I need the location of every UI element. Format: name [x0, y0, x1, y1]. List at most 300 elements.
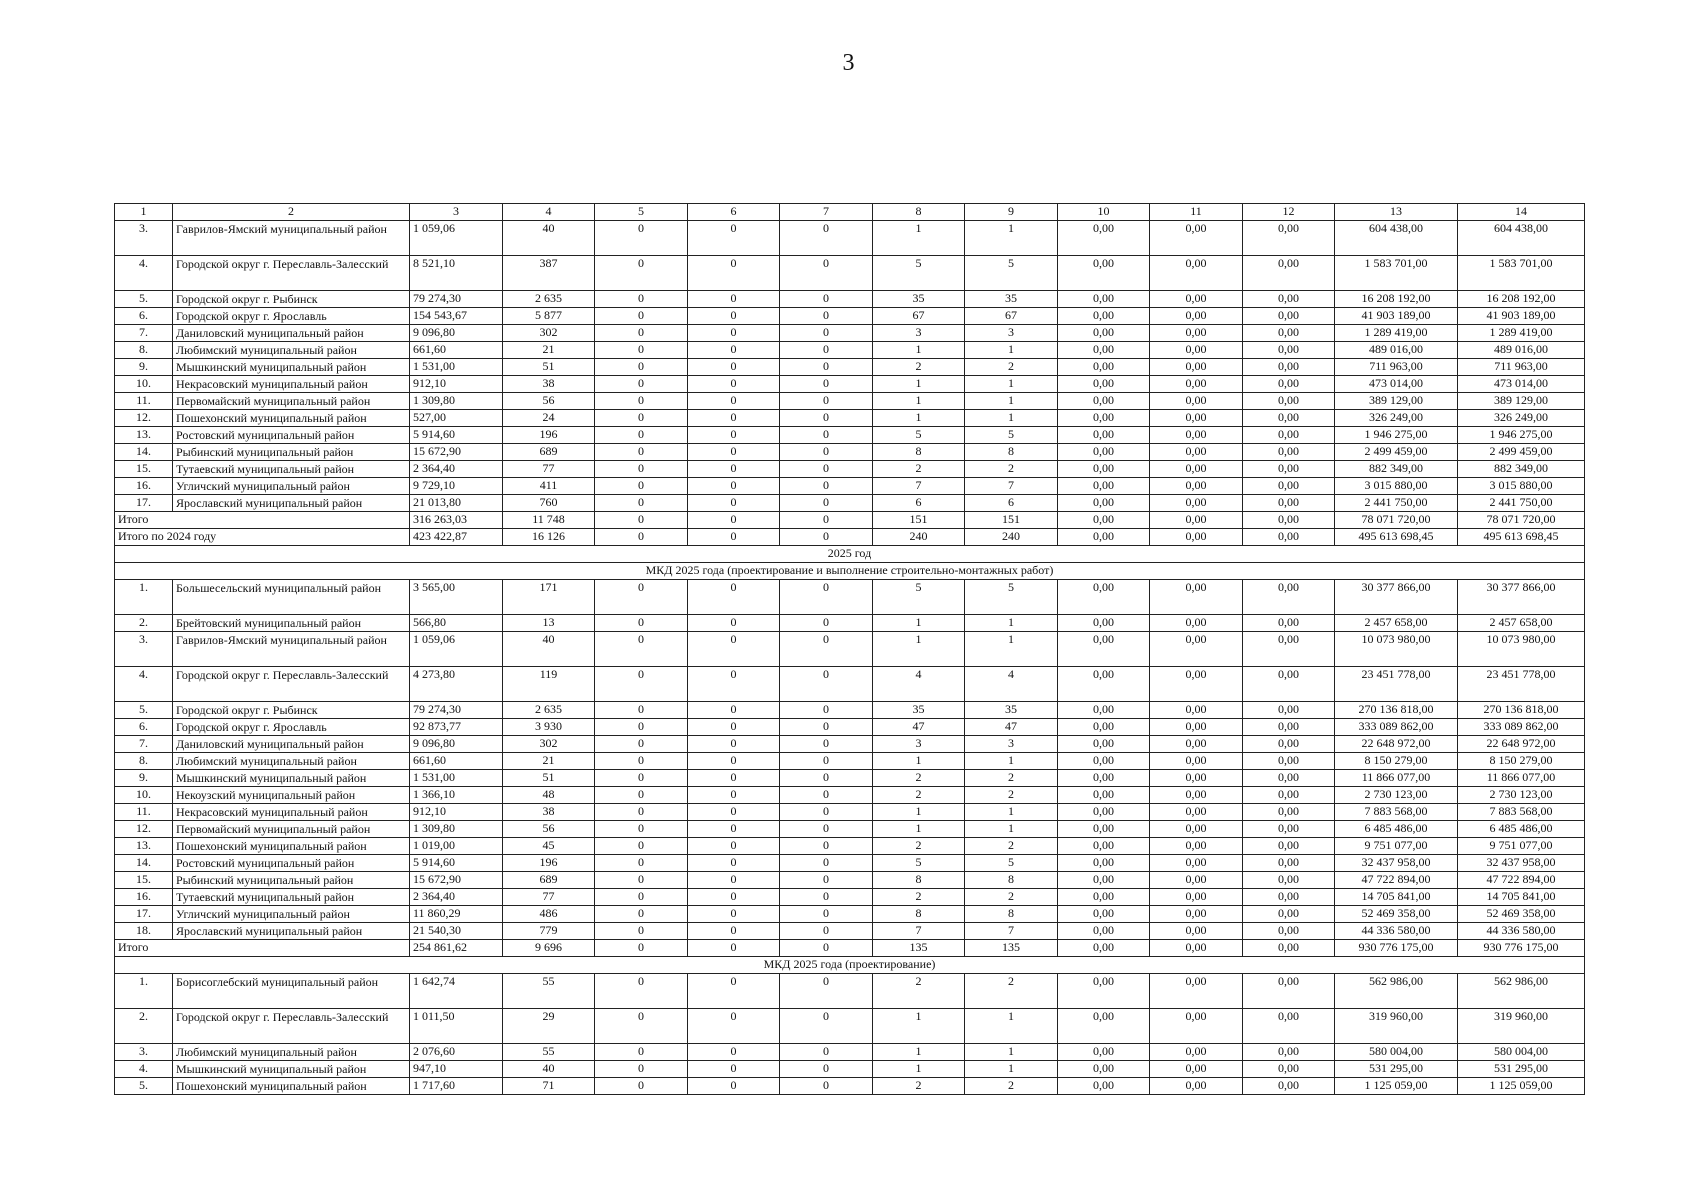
cell-c8: 4 [873, 667, 965, 702]
cell-c6: 0 [688, 376, 780, 393]
cell-c13: 2 441 750,00 [1335, 495, 1458, 512]
cell-c12: 0,00 [1243, 221, 1335, 256]
cell-c13: 2 730 123,00 [1335, 787, 1458, 804]
cell-c13: 11 866 077,00 [1335, 770, 1458, 787]
cell-c4: 5 877 [503, 308, 595, 325]
cell-c9: 1 [965, 410, 1058, 427]
cell-c6: 0 [688, 495, 780, 512]
cell-c4: 411 [503, 478, 595, 495]
cell-c12: 0,00 [1243, 291, 1335, 308]
cell-c9: 35 [965, 291, 1058, 308]
cell-c3: 15 672,90 [410, 444, 503, 461]
cell-c13: 14 705 841,00 [1335, 889, 1458, 906]
cell-c10: 0,00 [1058, 1061, 1150, 1078]
municipality-name: Гаврилов-Ямский муниципальный район [173, 221, 410, 256]
table-row [115, 308, 1585, 325]
cell-c5: 0 [595, 325, 688, 342]
cell-c13: 2 457 658,00 [1335, 615, 1458, 632]
cell-c3: 1 309,80 [410, 821, 503, 838]
cell-c12: 0,00 [1243, 702, 1335, 719]
cell-c4: 119 [503, 667, 595, 702]
cell-c11: 0,00 [1150, 838, 1243, 855]
cell-c3: 2 364,40 [410, 889, 503, 906]
cell-c14: 580 004,00 [1458, 1044, 1585, 1061]
cell-c6: 0 [688, 923, 780, 940]
column-number: 1 [115, 204, 173, 221]
cell-c10: 0,00 [1058, 736, 1150, 753]
column-number: 7 [780, 204, 873, 221]
cell-c11: 0,00 [1150, 615, 1243, 632]
cell-c8: 1 [873, 753, 965, 770]
table-row [115, 906, 1585, 923]
municipality-name: Гаврилов-Ямский муниципальный район [173, 632, 410, 667]
table-row [115, 376, 1585, 393]
cell-c14: 9 751 077,00 [1458, 838, 1585, 855]
cell-c13: 41 903 189,00 [1335, 308, 1458, 325]
total-c5: 0 [595, 940, 688, 957]
cell-c4: 48 [503, 787, 595, 804]
cell-c9: 5 [965, 580, 1058, 615]
table-row [115, 821, 1585, 838]
cell-c4: 3 930 [503, 719, 595, 736]
cell-c4: 2 635 [503, 291, 595, 308]
total-c8: 151 [873, 512, 965, 529]
table-row [115, 461, 1585, 478]
cell-c14: 22 648 972,00 [1458, 736, 1585, 753]
cell-c12: 0,00 [1243, 906, 1335, 923]
cell-c14: 14 705 841,00 [1458, 889, 1585, 906]
cell-c7: 0 [780, 667, 873, 702]
total-c6: 0 [688, 529, 780, 546]
cell-c12: 0,00 [1243, 736, 1335, 753]
cell-c3: 2 076,60 [410, 1044, 503, 1061]
cell-c7: 0 [780, 221, 873, 256]
cell-c9: 35 [965, 702, 1058, 719]
cell-c6: 0 [688, 325, 780, 342]
total-c14: 930 776 175,00 [1458, 940, 1585, 957]
cell-c4: 171 [503, 580, 595, 615]
cell-c14: 562 986,00 [1458, 974, 1585, 1009]
cell-c13: 489 016,00 [1335, 342, 1458, 359]
cell-c5: 0 [595, 974, 688, 1009]
cell-c8: 5 [873, 427, 965, 444]
cell-c6: 0 [688, 855, 780, 872]
cell-c6: 0 [688, 632, 780, 667]
total-c4: 11 748 [503, 512, 595, 529]
total-label: Итого [115, 512, 410, 529]
cell-c12: 0,00 [1243, 753, 1335, 770]
cell-c11: 0,00 [1150, 256, 1243, 291]
cell-c11: 0,00 [1150, 221, 1243, 256]
cell-c6: 0 [688, 974, 780, 1009]
cell-c6: 0 [688, 478, 780, 495]
cell-c14: 326 249,00 [1458, 410, 1585, 427]
cell-c5: 0 [595, 838, 688, 855]
cell-c13: 270 136 818,00 [1335, 702, 1458, 719]
municipality-name: Мышкинский муниципальный район [173, 770, 410, 787]
municipality-name: Тутаевский муниципальный район [173, 461, 410, 478]
cell-c5: 0 [595, 376, 688, 393]
table-row [115, 753, 1585, 770]
table-row [115, 359, 1585, 376]
cell-c13: 562 986,00 [1335, 974, 1458, 1009]
cell-c4: 486 [503, 906, 595, 923]
row-number: 13. [115, 427, 173, 444]
cell-c4: 21 [503, 342, 595, 359]
cell-c6: 0 [688, 804, 780, 821]
cell-c14: 16 208 192,00 [1458, 291, 1585, 308]
total-c4: 9 696 [503, 940, 595, 957]
cell-c8: 1 [873, 393, 965, 410]
cell-c12: 0,00 [1243, 923, 1335, 940]
cell-c10: 0,00 [1058, 478, 1150, 495]
cell-c3: 661,60 [410, 342, 503, 359]
table-row [115, 804, 1585, 821]
municipality-name: Ростовский муниципальный район [173, 427, 410, 444]
cell-c7: 0 [780, 821, 873, 838]
cell-c6: 0 [688, 444, 780, 461]
cell-c10: 0,00 [1058, 580, 1150, 615]
municipality-name: Пошехонский муниципальный район [173, 1078, 410, 1095]
municipality-name: Первомайский муниципальный район [173, 821, 410, 838]
cell-c9: 8 [965, 444, 1058, 461]
cell-c13: 1 946 275,00 [1335, 427, 1458, 444]
table-row [115, 580, 1585, 615]
row-number: 8. [115, 753, 173, 770]
cell-c3: 912,10 [410, 804, 503, 821]
cell-c5: 0 [595, 1044, 688, 1061]
cell-c8: 6 [873, 495, 965, 512]
column-number: 2 [173, 204, 410, 221]
column-number: 11 [1150, 204, 1243, 221]
cell-c4: 71 [503, 1078, 595, 1095]
cell-c14: 52 469 358,00 [1458, 906, 1585, 923]
cell-c11: 0,00 [1150, 702, 1243, 719]
cell-c3: 1 531,00 [410, 770, 503, 787]
municipality-name: Городской округ г. Ярославль [173, 308, 410, 325]
cell-c5: 0 [595, 753, 688, 770]
row-number: 2. [115, 615, 173, 632]
municipality-name: Любимский муниципальный район [173, 342, 410, 359]
cell-c10: 0,00 [1058, 325, 1150, 342]
cell-c7: 0 [780, 478, 873, 495]
cell-c9: 2 [965, 787, 1058, 804]
cell-c10: 0,00 [1058, 719, 1150, 736]
cell-c10: 0,00 [1058, 872, 1150, 889]
municipality-name: Угличский муниципальный район [173, 906, 410, 923]
cell-c14: 604 438,00 [1458, 221, 1585, 256]
cell-c6: 0 [688, 256, 780, 291]
cell-c6: 0 [688, 838, 780, 855]
cell-c14: 30 377 866,00 [1458, 580, 1585, 615]
cell-c5: 0 [595, 702, 688, 719]
municipality-name: Любимский муниципальный район [173, 753, 410, 770]
cell-c7: 0 [780, 376, 873, 393]
municipality-name: Пошехонский муниципальный район [173, 838, 410, 855]
cell-c8: 1 [873, 804, 965, 821]
total-c13: 495 613 698,45 [1335, 529, 1458, 546]
cell-c13: 2 499 459,00 [1335, 444, 1458, 461]
total-c9: 135 [965, 940, 1058, 957]
row-number: 6. [115, 719, 173, 736]
row-number: 17. [115, 495, 173, 512]
cell-c10: 0,00 [1058, 495, 1150, 512]
cell-c3: 15 672,90 [410, 872, 503, 889]
total-row [115, 529, 1585, 546]
column-number: 5 [595, 204, 688, 221]
cell-c4: 760 [503, 495, 595, 512]
table-row [115, 478, 1585, 495]
cell-c4: 2 635 [503, 702, 595, 719]
cell-c4: 196 [503, 427, 595, 444]
cell-c14: 6 485 486,00 [1458, 821, 1585, 838]
cell-c12: 0,00 [1243, 495, 1335, 512]
cell-c4: 77 [503, 889, 595, 906]
cell-c10: 0,00 [1058, 838, 1150, 855]
municipality-name: Даниловский муниципальный район [173, 325, 410, 342]
cell-c3: 3 565,00 [410, 580, 503, 615]
row-number: 14. [115, 855, 173, 872]
municipality-name: Городской округ г. Рыбинск [173, 702, 410, 719]
cell-c10: 0,00 [1058, 1044, 1150, 1061]
cell-c13: 1 125 059,00 [1335, 1078, 1458, 1095]
cell-c12: 0,00 [1243, 342, 1335, 359]
total-row [115, 512, 1585, 529]
cell-c4: 302 [503, 736, 595, 753]
cell-c3: 9 096,80 [410, 736, 503, 753]
cell-c5: 0 [595, 393, 688, 410]
cell-c7: 0 [780, 702, 873, 719]
cell-c10: 0,00 [1058, 444, 1150, 461]
cell-c12: 0,00 [1243, 804, 1335, 821]
cell-c11: 0,00 [1150, 1061, 1243, 1078]
total-c10: 0,00 [1058, 940, 1150, 957]
row-number: 1. [115, 580, 173, 615]
municipality-name: Борисоглебский муниципальный район [173, 974, 410, 1009]
table-row [115, 393, 1585, 410]
cell-c13: 711 963,00 [1335, 359, 1458, 376]
cell-c10: 0,00 [1058, 410, 1150, 427]
cell-c13: 23 451 778,00 [1335, 667, 1458, 702]
cell-c4: 689 [503, 872, 595, 889]
row-number: 16. [115, 478, 173, 495]
cell-c13: 10 073 980,00 [1335, 632, 1458, 667]
section-heading: МКД 2025 года (проектирование и выполнение строительно-монтажных работ) [115, 563, 1585, 580]
cell-c12: 0,00 [1243, 256, 1335, 291]
cell-c6: 0 [688, 410, 780, 427]
cell-c3: 912,10 [410, 376, 503, 393]
cell-c10: 0,00 [1058, 427, 1150, 444]
year-heading: 2025 год [115, 546, 1585, 563]
total-c11: 0,00 [1150, 529, 1243, 546]
municipality-name: Любимский муниципальный район [173, 1044, 410, 1061]
cell-c8: 1 [873, 632, 965, 667]
cell-c3: 947,10 [410, 1061, 503, 1078]
total-c5: 0 [595, 529, 688, 546]
municipality-name: Городской округ г. Переславль-Залесский [173, 1009, 410, 1044]
cell-c3: 2 364,40 [410, 461, 503, 478]
cell-c6: 0 [688, 308, 780, 325]
cell-c12: 0,00 [1243, 889, 1335, 906]
total-c5: 0 [595, 512, 688, 529]
cell-c14: 270 136 818,00 [1458, 702, 1585, 719]
cell-c8: 3 [873, 736, 965, 753]
cell-c14: 3 015 880,00 [1458, 478, 1585, 495]
cell-c9: 8 [965, 872, 1058, 889]
cell-c4: 13 [503, 615, 595, 632]
cell-c13: 333 089 862,00 [1335, 719, 1458, 736]
table-row [115, 838, 1585, 855]
cell-c10: 0,00 [1058, 1078, 1150, 1095]
cell-c6: 0 [688, 359, 780, 376]
cell-c12: 0,00 [1243, 359, 1335, 376]
cell-c8: 2 [873, 770, 965, 787]
cell-c6: 0 [688, 736, 780, 753]
cell-c11: 0,00 [1150, 427, 1243, 444]
cell-c12: 0,00 [1243, 770, 1335, 787]
cell-c5: 0 [595, 580, 688, 615]
cell-c3: 154 543,67 [410, 308, 503, 325]
cell-c8: 5 [873, 855, 965, 872]
cell-c4: 56 [503, 821, 595, 838]
cell-c11: 0,00 [1150, 325, 1243, 342]
table-row [115, 1044, 1585, 1061]
cell-c10: 0,00 [1058, 291, 1150, 308]
municipality-name: Тутаевский муниципальный район [173, 889, 410, 906]
row-number: 4. [115, 1061, 173, 1078]
municipality-name: Большесельский муниципальный район [173, 580, 410, 615]
cell-c8: 1 [873, 376, 965, 393]
cell-c6: 0 [688, 221, 780, 256]
cell-c5: 0 [595, 615, 688, 632]
cell-c9: 1 [965, 393, 1058, 410]
cell-c13: 604 438,00 [1335, 221, 1458, 256]
cell-c9: 1 [965, 221, 1058, 256]
cell-c4: 779 [503, 923, 595, 940]
cell-c14: 8 150 279,00 [1458, 753, 1585, 770]
table-row [115, 410, 1585, 427]
cell-c11: 0,00 [1150, 580, 1243, 615]
table-row [115, 325, 1585, 342]
cell-c13: 882 349,00 [1335, 461, 1458, 478]
total-c9: 240 [965, 529, 1058, 546]
cell-c7: 0 [780, 256, 873, 291]
cell-c14: 882 349,00 [1458, 461, 1585, 478]
cell-c14: 23 451 778,00 [1458, 667, 1585, 702]
cell-c9: 4 [965, 667, 1058, 702]
row-number: 12. [115, 410, 173, 427]
cell-c3: 9 096,80 [410, 325, 503, 342]
cell-c5: 0 [595, 821, 688, 838]
row-number: 5. [115, 1078, 173, 1095]
cell-c6: 0 [688, 702, 780, 719]
cell-c4: 302 [503, 325, 595, 342]
cell-c6: 0 [688, 906, 780, 923]
cell-c9: 1 [965, 342, 1058, 359]
row-number: 18. [115, 923, 173, 940]
row-number: 17. [115, 906, 173, 923]
cell-c6: 0 [688, 291, 780, 308]
cell-c3: 9 729,10 [410, 478, 503, 495]
cell-c14: 44 336 580,00 [1458, 923, 1585, 940]
municipality-name: Ярославский муниципальный район [173, 923, 410, 940]
municipality-name: Ярославский муниципальный район [173, 495, 410, 512]
cell-c7: 0 [780, 923, 873, 940]
cell-c3: 1 059,06 [410, 632, 503, 667]
row-number: 3. [115, 221, 173, 256]
cell-c12: 0,00 [1243, 632, 1335, 667]
municipality-name: Мышкинский муниципальный район [173, 1061, 410, 1078]
column-number: 6 [688, 204, 780, 221]
cell-c14: 7 883 568,00 [1458, 804, 1585, 821]
cell-c12: 0,00 [1243, 376, 1335, 393]
cell-c10: 0,00 [1058, 702, 1150, 719]
cell-c5: 0 [595, 632, 688, 667]
row-number: 12. [115, 821, 173, 838]
cell-c13: 32 437 958,00 [1335, 855, 1458, 872]
cell-c8: 1 [873, 1009, 965, 1044]
column-number: 12 [1243, 204, 1335, 221]
cell-c6: 0 [688, 615, 780, 632]
cell-c13: 531 295,00 [1335, 1061, 1458, 1078]
cell-c11: 0,00 [1150, 855, 1243, 872]
cell-c7: 0 [780, 1009, 873, 1044]
table-row [115, 291, 1585, 308]
cell-c14: 333 089 862,00 [1458, 719, 1585, 736]
cell-c13: 7 883 568,00 [1335, 804, 1458, 821]
total-label: Итого [115, 940, 410, 957]
cell-c8: 47 [873, 719, 965, 736]
cell-c9: 2 [965, 359, 1058, 376]
row-number: 16. [115, 889, 173, 906]
cell-c10: 0,00 [1058, 256, 1150, 291]
cell-c9: 5 [965, 855, 1058, 872]
cell-c7: 0 [780, 410, 873, 427]
row-number: 5. [115, 291, 173, 308]
cell-c7: 0 [780, 770, 873, 787]
cell-c10: 0,00 [1058, 753, 1150, 770]
cell-c11: 0,00 [1150, 719, 1243, 736]
row-number: 4. [115, 667, 173, 702]
cell-c10: 0,00 [1058, 770, 1150, 787]
cell-c11: 0,00 [1150, 804, 1243, 821]
cell-c9: 3 [965, 325, 1058, 342]
cell-c6: 0 [688, 342, 780, 359]
cell-c14: 1 125 059,00 [1458, 1078, 1585, 1095]
row-number: 11. [115, 393, 173, 410]
cell-c4: 689 [503, 444, 595, 461]
total-c3: 316 263,03 [410, 512, 503, 529]
cell-c5: 0 [595, 906, 688, 923]
total-c14: 495 613 698,45 [1458, 529, 1585, 546]
total-label: Итого по 2024 году [115, 529, 410, 546]
cell-c3: 1 059,06 [410, 221, 503, 256]
cell-c12: 0,00 [1243, 393, 1335, 410]
municipality-name: Даниловский муниципальный район [173, 736, 410, 753]
cell-c9: 2 [965, 889, 1058, 906]
table-row [115, 872, 1585, 889]
cell-c5: 0 [595, 787, 688, 804]
cell-c7: 0 [780, 736, 873, 753]
cell-c6: 0 [688, 1009, 780, 1044]
municipality-name: Некоузский муниципальный район [173, 787, 410, 804]
cell-c9: 1 [965, 1009, 1058, 1044]
municipality-name: Городской округ г. Переславль-Залесский [173, 667, 410, 702]
cell-c7: 0 [780, 444, 873, 461]
cell-c14: 711 963,00 [1458, 359, 1585, 376]
cell-c3: 1 642,74 [410, 974, 503, 1009]
cell-c3: 21 540,30 [410, 923, 503, 940]
